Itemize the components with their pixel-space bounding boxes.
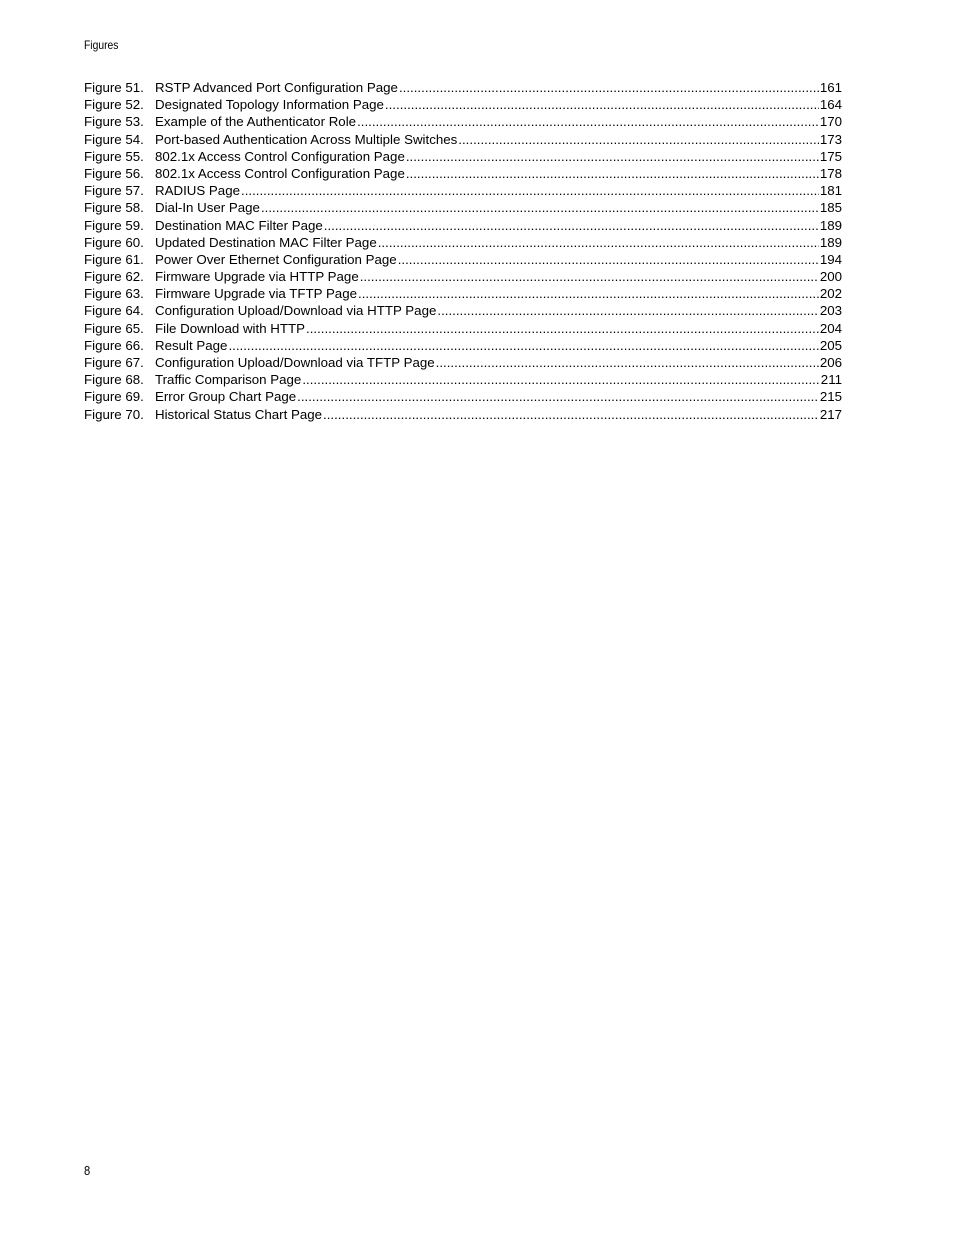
- toc-entry[interactable]: [84, 234, 842, 251]
- figure-page-number: 178: [819, 165, 842, 181]
- dot-leader: [360, 268, 819, 285]
- dot-leader: [241, 182, 819, 199]
- figure-number: Figure 70.: [84, 406, 144, 422]
- dot-leader: [323, 406, 819, 423]
- figure-title: Example of the Authenticator Role: [155, 114, 357, 130]
- figure-title: Configuration Upload/Download via TFTP Page: [155, 355, 435, 370]
- toc-entry[interactable]: [84, 302, 842, 319]
- figure-title: Power Over Ethernet Configuration Page: [155, 251, 397, 267]
- figure-title: Historical Status Chart Page: [155, 406, 323, 422]
- figure-number: Figure 58.: [84, 200, 144, 216]
- dot-leader: [406, 148, 819, 165]
- figure-number: Figure 61.: [84, 251, 144, 267]
- dot-leader: [398, 251, 819, 268]
- figure-number: Figure 67.: [84, 355, 144, 370]
- figure-number: Figure 52.: [84, 97, 144, 113]
- figure-number: Figure 69.: [84, 389, 144, 405]
- dot-leader: [357, 113, 819, 130]
- figure-number: Figure 57.: [84, 183, 144, 199]
- running-header: Figures: [84, 38, 119, 52]
- toc-entry[interactable]: [84, 406, 842, 423]
- figure-page-number: 205: [819, 337, 842, 353]
- toc-entry[interactable]: [84, 251, 842, 268]
- figure-number: Figure 68.: [84, 372, 144, 388]
- dot-leader: [261, 199, 819, 216]
- dot-leader: [436, 354, 819, 371]
- figure-number: Figure 64.: [84, 303, 144, 319]
- toc-entry[interactable]: [84, 199, 842, 216]
- figure-page-number: 204: [819, 320, 842, 336]
- figure-page-number: 215: [819, 389, 842, 405]
- figure-title: Error Group Chart Page: [155, 389, 297, 405]
- figure-page-number: 202: [819, 286, 842, 302]
- toc-entry[interactable]: [84, 388, 842, 405]
- figure-number: Figure 62.: [84, 269, 144, 285]
- figure-number: Figure 60.: [84, 234, 144, 250]
- dot-leader: [437, 302, 818, 319]
- dot-leader: [358, 285, 819, 302]
- figure-title: Firmware Upgrade via TFTP Page: [155, 286, 357, 302]
- dot-leader: [458, 131, 819, 148]
- figure-page-number: 200: [819, 269, 842, 285]
- dot-leader: [406, 165, 819, 182]
- dot-leader: [228, 337, 818, 354]
- figure-number: Figure 53.: [84, 114, 144, 130]
- toc-entry[interactable]: [84, 165, 842, 182]
- figure-title: Designated Topology Information Page: [155, 97, 384, 113]
- toc-entry[interactable]: [84, 131, 842, 148]
- figure-page-number: 189: [819, 234, 842, 250]
- page-number: 8: [84, 1163, 91, 1178]
- toc-entry[interactable]: [84, 113, 842, 130]
- figure-page-number: 185: [819, 200, 842, 216]
- dot-leader: [385, 96, 819, 113]
- figure-number: Figure 54.: [84, 131, 144, 147]
- figure-number: Figure 55.: [84, 148, 144, 164]
- toc-entry[interactable]: [84, 285, 842, 302]
- toc-entry[interactable]: [84, 148, 842, 165]
- list-of-figures: [84, 79, 842, 423]
- toc-entry[interactable]: [84, 96, 842, 113]
- figure-page-number: 181: [819, 183, 842, 199]
- dot-leader: [306, 320, 819, 337]
- figure-title: Updated Destination MAC Filter Page: [155, 234, 377, 250]
- toc-entry[interactable]: [84, 217, 842, 234]
- dot-leader: [302, 371, 819, 388]
- figure-title: File Download with HTTP: [155, 320, 306, 336]
- toc-entry[interactable]: [84, 268, 842, 285]
- figure-title: 802.1x Access Control Configuration Page: [155, 165, 405, 181]
- figure-title: Configuration Upload/Download via HTTP Page: [155, 303, 437, 319]
- figure-number: Figure 56.: [84, 165, 144, 181]
- figure-title: RADIUS Page: [155, 183, 240, 199]
- figure-number: Figure 51.: [84, 80, 144, 95]
- toc-entry[interactable]: [84, 182, 842, 199]
- figure-page-number: 194: [819, 251, 842, 267]
- toc-entry[interactable]: [84, 79, 842, 96]
- figure-number: Figure 65.: [84, 320, 144, 336]
- figure-page-number: 203: [819, 303, 842, 319]
- figure-number: Figure 66.: [84, 337, 144, 353]
- figure-number: Figure 63.: [84, 286, 144, 302]
- figure-page-number: 173: [819, 131, 842, 147]
- figure-page-number: 161: [819, 80, 842, 95]
- figure-title: Result Page: [155, 337, 228, 353]
- dot-leader: [324, 217, 819, 234]
- figure-page-number: 164: [819, 97, 842, 113]
- figure-title: Traffic Comparison Page: [155, 372, 302, 388]
- figure-title: Dial-In User Page: [155, 200, 260, 216]
- figure-title: Firmware Upgrade via HTTP Page: [155, 269, 359, 285]
- figure-title: Destination MAC Filter Page: [155, 217, 323, 233]
- figure-number: Figure 59.: [84, 217, 144, 233]
- dot-leader: [399, 79, 819, 96]
- toc-entry[interactable]: [84, 371, 842, 388]
- figure-title: RSTP Advanced Port Configuration Page: [155, 80, 398, 95]
- dot-leader: [297, 388, 819, 405]
- figure-page-number: 189: [819, 217, 842, 233]
- toc-entry[interactable]: [84, 337, 842, 354]
- toc-entry[interactable]: [84, 354, 842, 371]
- figure-page-number: 175: [819, 148, 842, 164]
- figure-title: Port-based Authentication Across Multiple Switches: [155, 131, 458, 147]
- dot-leader: [378, 234, 819, 251]
- figure-page-number: 211: [820, 372, 842, 388]
- figure-page-number: 217: [819, 406, 842, 422]
- figure-page-number: 170: [819, 114, 842, 130]
- figure-page-number: 206: [819, 355, 842, 370]
- figure-title: 802.1x Access Control Configuration Page: [155, 148, 405, 164]
- toc-entry[interactable]: [84, 320, 842, 337]
